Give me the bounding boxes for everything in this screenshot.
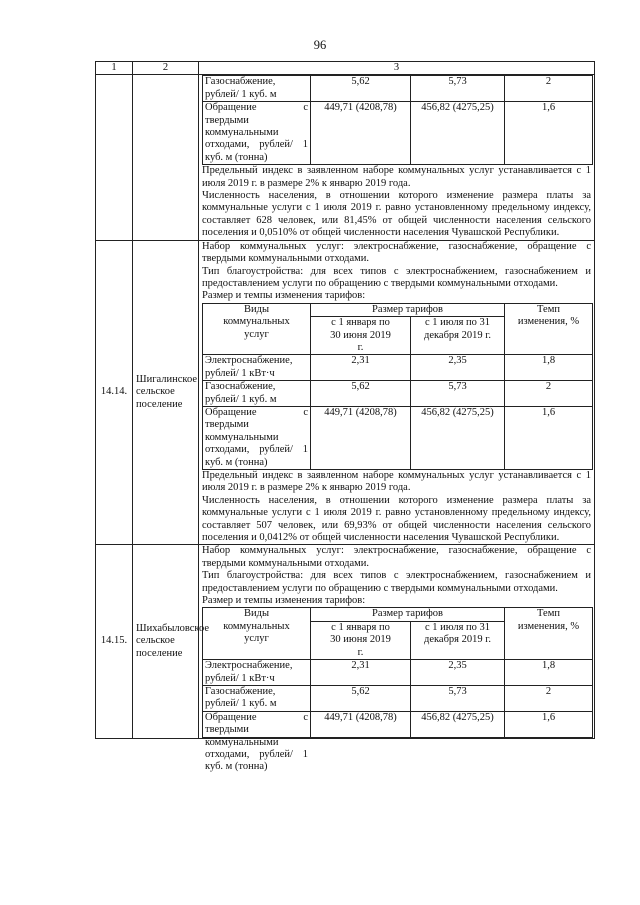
value-cell: 449,71 (4208,78): [311, 406, 411, 469]
improvement-type-text: Тип благоустройства: для всех типов с электроснабжением, газоснабжением и предоставлением услуги по обращению с твердыми коммунальными отходами.: [202, 265, 591, 289]
table-row: [203, 381, 593, 407]
improvement-type-text: Тип благоустройства: для всех типов с электроснабжением, газоснабжением и предоставлением услуги по обращению с твердыми коммунальными отходами.: [202, 570, 591, 594]
service-cell: Газоснабжение, рублей/ 1 куб. м: [203, 685, 311, 711]
value-cell: 2,35: [411, 355, 505, 381]
value-cell: 5,73: [411, 381, 505, 407]
continued-entry-num: [96, 75, 133, 240]
continued-entry-name: [133, 75, 199, 240]
service-cell: [203, 711, 311, 773]
tariffs-title: Размер и темпы изменения тарифов:: [202, 595, 366, 607]
limit-index-text: Предельный индекс в заявленном наборе коммунальных услуг устанавливается с 1 июля 2019 г. в размере 2% к январю 2019 года.: [202, 470, 591, 494]
continued-tariff-table: [202, 75, 593, 165]
entry-row-14-14: [96, 240, 595, 545]
service-cell: Электроснабжение, рублей/ 1 кВт·ч: [203, 355, 311, 381]
entry-row-14-15: [96, 545, 595, 738]
tariffs-title: Размер и темпы изменения тарифов:: [202, 290, 366, 302]
settlement-name: Шихабыловское сельское поселение: [133, 545, 199, 738]
value-cell: 5,62: [311, 381, 411, 407]
continued-entry-row: [96, 75, 595, 240]
entry-number: 14.15.: [96, 545, 133, 738]
table-row: [203, 711, 593, 737]
table-row: [203, 102, 593, 165]
value-cell: 456,82 (4275,25): [411, 102, 505, 165]
value-cell: 456,82 (4275,25): [411, 406, 505, 469]
limit-index-text: Предельный индекс в заявленном наборе коммунальных услуг устанавливается с 1 июля 2019 г. в размере 2% к январю 2019 года.: [202, 165, 591, 189]
value-cell: 5,62: [311, 685, 411, 711]
header-rate: Темп изменения, %: [505, 608, 593, 660]
service-cell: Газоснабжение, рублей/ 1 куб. м: [203, 381, 311, 407]
column-number-2: 2: [133, 62, 199, 75]
service-cell: Газоснабжение, рублей/ 1 куб. м: [203, 76, 311, 102]
value-cell: 5,62: [311, 76, 411, 102]
value-cell: 456,82 (4275,25): [411, 711, 505, 737]
value-cell: 2,31: [311, 355, 411, 381]
service-cell: Обращение с твердыми коммунальными отходами, рублей/ 1 куб. м (тонна): [203, 406, 311, 469]
value-cell: 5,73: [411, 76, 505, 102]
header-period-1: с 1 января по 30 июня 2019 г.: [311, 317, 411, 355]
header-tariff-size: Размер тарифов: [311, 303, 505, 316]
entry-content: [199, 240, 595, 545]
table-row: [203, 355, 593, 381]
entry-content: [199, 545, 595, 773]
tariff-table: [202, 607, 593, 773]
population-text: Численность населения, в отношении которого изменение размера платы за коммунальные услуги с 1 июля 2019 г. равно установленному предельному индексу, составляет 507 человек, или 69,93% от общей численности населения сельского поселения и 0,0412% от общей численности населения Чувашской Республики.: [202, 494, 591, 544]
header-services: Виды коммунальных услуг: [203, 608, 311, 660]
header-period-2: с 1 июля по 31 декабря 2019 г.: [411, 621, 505, 659]
rate-cell: 2: [505, 685, 593, 711]
table-header-row: [203, 303, 593, 316]
service-cell: Электроснабжение, рублей/ 1 кВт·ч: [203, 660, 311, 686]
table-row: [203, 685, 593, 711]
value-cell: 449,71 (4208,78): [311, 711, 411, 737]
table-header-row: [203, 608, 593, 621]
header-rate: Темп изменения, %: [505, 303, 593, 355]
header-tariff-size: Размер тарифов: [311, 608, 505, 621]
rate-cell: 1,6: [505, 102, 593, 165]
service-set-text: Набор коммунальных услуг: электроснабжение, газоснабжение, обращение с твердыми коммунальными отходами.: [202, 240, 591, 265]
rate-cell: 1,6: [505, 711, 593, 737]
table-row: [203, 406, 593, 469]
value-cell: 2,31: [311, 660, 411, 686]
rate-cell: 1,6: [505, 406, 593, 469]
main-table: [95, 61, 595, 773]
service-cell-text: Обращение с твердыми коммунальными отходами, рублей/ 1 куб. м (тонна): [205, 711, 308, 773]
table-row: [203, 76, 593, 102]
value-cell: 5,73: [411, 685, 505, 711]
rate-cell: 1,8: [505, 355, 593, 381]
header-period-2: с 1 июля по 31 декабря 2019 г.: [411, 317, 505, 355]
population-text: Численность населения, в отношении которого изменение размера платы за коммунальные услуги с 1 июля 2019 г. равно установленному предельному индексу, составляет 628 человек, или 81,45% от общей численности населения сельского поселения и 0,0510% от общей численности населения Чувашской Республики.: [202, 190, 591, 239]
settlement-name: Шигалинское сельское поселение: [133, 240, 199, 545]
service-set-text: Набор коммунальных услуг: электроснабжение, газоснабжение, обращение с твердыми коммунальными отходами.: [202, 545, 591, 569]
rate-cell: 1,8: [505, 660, 593, 686]
value-cell: 2,35: [411, 660, 505, 686]
service-cell: Обращение с твердыми коммунальными отходами, рублей/ 1 куб. м (тонна): [203, 102, 311, 165]
page-number: 96: [313, 38, 327, 52]
rate-cell: 2: [505, 76, 593, 102]
header-services: Виды коммунальных услуг: [203, 303, 311, 355]
continued-entry-content: [199, 75, 595, 240]
value-cell: 449,71 (4208,78): [311, 102, 411, 165]
column-number-1: 1: [96, 62, 133, 75]
table-row: [203, 660, 593, 686]
column-number-row: [96, 62, 595, 75]
entry-number: 14.14.: [96, 240, 133, 545]
header-period-1: с 1 января по 30 июня 2019 г.: [311, 621, 411, 659]
column-number-3: 3: [199, 62, 595, 75]
tariff-table: [202, 303, 593, 470]
rate-cell: 2: [505, 381, 593, 407]
